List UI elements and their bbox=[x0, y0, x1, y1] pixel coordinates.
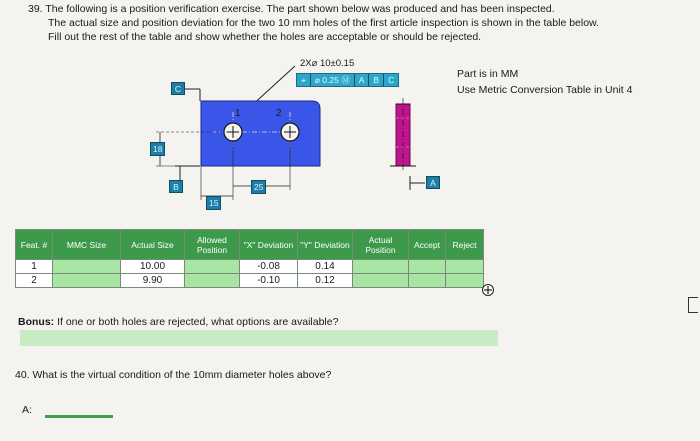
hole-1-label: 1 bbox=[235, 108, 241, 119]
table-row bbox=[16, 274, 484, 288]
cell-actual-size: 9.90 bbox=[121, 274, 185, 288]
bonus-label: Bonus: bbox=[18, 316, 55, 328]
cell-feat: 2 bbox=[16, 274, 53, 288]
crosshair-cursor-icon bbox=[481, 283, 495, 297]
cell-actual-size: 10.00 bbox=[121, 260, 185, 274]
col-header-mmc: MMC Size bbox=[53, 230, 121, 260]
dimension-25: 25 bbox=[251, 180, 266, 194]
cell-mmc-input[interactable] bbox=[53, 274, 121, 288]
cell-x-deviation: -0.10 bbox=[240, 274, 298, 288]
cell-x-deviation: -0.08 bbox=[240, 260, 298, 274]
question-40-text: 40. What is the virtual condition of the 10mm diameter holes above? bbox=[15, 369, 332, 381]
question-39-line-2: The actual size and position deviation for the two 10 mm holes of the first article inspection is shown in the table below. bbox=[48, 17, 599, 29]
datum-a-tag: A bbox=[426, 176, 440, 189]
drawing-notes bbox=[457, 66, 632, 98]
position-symbol-icon: ⌖ bbox=[297, 74, 311, 86]
cell-allowed-position-input[interactable] bbox=[185, 260, 240, 274]
fcf-datum-a: A bbox=[355, 74, 370, 86]
col-header-y-deviation: "Y" Deviation bbox=[298, 230, 353, 260]
col-header-feat: Feat. # bbox=[16, 230, 53, 260]
cell-reject-input[interactable] bbox=[446, 260, 484, 274]
fcf-datum-b: B bbox=[369, 74, 384, 86]
col-header-allowed-position: Allowed Position bbox=[185, 230, 240, 260]
col-header-accept: Accept bbox=[409, 230, 446, 260]
cell-accept-input[interactable] bbox=[409, 260, 446, 274]
datum-b-tag: B bbox=[169, 180, 183, 193]
inspection-table bbox=[15, 229, 484, 288]
note-conversion: Use Metric Conversion Table in Unit 4 bbox=[457, 84, 633, 96]
fcf-datum-c: C bbox=[388, 75, 395, 85]
question-39-line-1: 39. The following is a position verification exercise. The part shown below was produced and has been inspected. bbox=[28, 3, 555, 15]
cell-feat: 1 bbox=[16, 260, 53, 274]
note-units: Part is in MM bbox=[457, 68, 519, 80]
feature-control-frame bbox=[296, 73, 399, 87]
dimension-18: 18 bbox=[150, 142, 165, 156]
col-header-x-deviation: "X" Deviation bbox=[240, 230, 298, 260]
hole-size-callout: 2X⌀ 10±0.15 bbox=[300, 58, 355, 69]
cell-accept-input[interactable] bbox=[409, 274, 446, 288]
cell-actual-position-input[interactable] bbox=[353, 260, 409, 274]
fcf-tolerance: ⌀ 0.25 Ⓜ bbox=[311, 74, 355, 86]
col-header-actual-size: Actual Size bbox=[121, 230, 185, 260]
cell-actual-position-input[interactable] bbox=[353, 274, 409, 288]
dimension-15: 15 bbox=[206, 196, 221, 210]
bonus-text: If one or both holes are rejected, what options are available? bbox=[57, 316, 339, 328]
answer-input-line[interactable] bbox=[45, 415, 113, 418]
bonus-question bbox=[18, 316, 338, 328]
col-header-actual-position: Actual Position bbox=[353, 230, 409, 260]
hole-2-label: 2 bbox=[276, 108, 282, 119]
table-header-row bbox=[16, 230, 484, 260]
datum-c-tag: C bbox=[171, 82, 185, 95]
col-header-reject: Reject bbox=[446, 230, 484, 260]
answer-label: A: bbox=[22, 404, 32, 416]
bonus-answer-field[interactable] bbox=[20, 330, 498, 346]
cell-y-deviation: 0.14 bbox=[298, 260, 353, 274]
cell-reject-input[interactable] bbox=[446, 274, 484, 288]
table-row bbox=[16, 260, 484, 274]
mmc-modifier-icon: Ⓜ bbox=[341, 75, 350, 85]
cell-y-deviation: 0.12 bbox=[298, 274, 353, 288]
question-39-line-3: Fill out the rest of the table and show whether the holes are acceptable or should be rejected. bbox=[48, 31, 482, 43]
part-front-view bbox=[201, 101, 320, 166]
page-edge-marker bbox=[688, 297, 698, 313]
cell-mmc-input[interactable] bbox=[53, 260, 121, 274]
cell-allowed-position-input[interactable] bbox=[185, 274, 240, 288]
